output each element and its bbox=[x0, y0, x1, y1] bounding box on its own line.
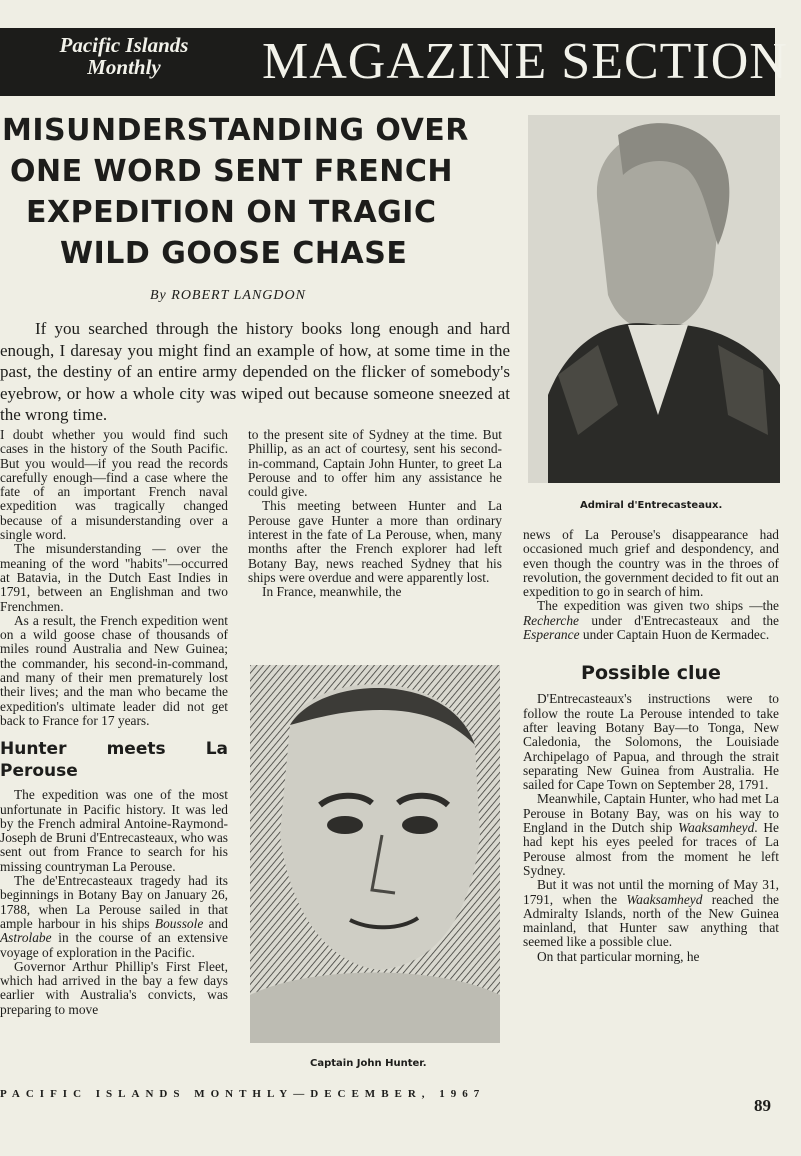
headline-line-2: ONE WORD SENT FRENCH bbox=[10, 154, 454, 189]
column-2 bbox=[248, 428, 502, 600]
headline-line-3: EXPEDITION ON TRAGIC bbox=[26, 195, 437, 230]
paragraph: to the present site of Sydney at the time. But Phillip, as an act of courtesy, sent his second-in-command, Captain John Hunter, to greet La Perouse and to offer him any assistance he could give. bbox=[248, 427, 502, 500]
paragraph: Governor Arthur Phillip's First Fleet, which had arrived in the bay a few days earlier with Australia's convicts, was preparing to move bbox=[0, 958, 228, 1017]
ship-name: Recherche bbox=[523, 612, 580, 628]
text-run: reached the Admiralty Islands, north of the New Guinea mainland, that Hunter saw anything that seemed like a possible clue. bbox=[523, 891, 779, 950]
paragraph: I doubt whether you would find such cases in the history of the South Pacific. But you would—if you read the records carefully enough—find a case where the fate of an important French naval expedition was tragically changed because of a misunderstanding over a single word. bbox=[0, 427, 228, 543]
admiral-portrait-image bbox=[528, 115, 780, 483]
publication-logo bbox=[34, 34, 214, 78]
page-number: 89 bbox=[754, 1096, 771, 1115]
text-run: under Captain Huon de Kermadec. bbox=[579, 627, 770, 643]
text-run: The de'Entrecasteaux tragedy had its beginnings in Botany Bay on January 26, 1788, when La Perouse sailed in that ample harbour in his ships bbox=[0, 873, 228, 931]
logo-line-1: Pacific Islands bbox=[59, 33, 189, 57]
intro-text: If you searched through the history books long enough and hard enough, I daresay you might find an example of how, at some time in the past, the destiny of an entire army depended on the flicker of somebody's eyebrow, or how a whole city was wiped out because someone sneezed at the wrong time. bbox=[0, 319, 510, 424]
text-run: and bbox=[203, 915, 228, 931]
page-footer: PACIFIC ISLANDS MONTHLY—DECEMBER, 1967 bbox=[0, 1088, 486, 1100]
paragraph: D'Entrecasteaux's instructions were to follow the route La Perouse intended to take after leaving Botany Bay—to Tonga, New Caledonia, the Solomons, the Louisiade Archipelago of Papua, and through the strait separating New Guinea from Australia. He sailed for Cape Town on September 28, 1791. bbox=[523, 691, 779, 793]
paragraph bbox=[523, 878, 779, 949]
headline-line-1: MISUNDERSTANDING OVER bbox=[2, 113, 469, 148]
paragraph: On that particular morning, he bbox=[537, 948, 700, 964]
hunter-portrait-drawing bbox=[250, 665, 500, 1043]
ship-name: Waaksamheyd bbox=[626, 891, 703, 907]
logo-line-2: Monthly bbox=[87, 55, 161, 79]
text-run: under d'Entrecasteaux and the bbox=[579, 612, 779, 628]
paragraph: This meeting between Hunter and La Perouse gave Hunter a more than ordinary interest in the fate of La Perouse, when, many months after the French explorer had left Botany Bay, news reached Sydney that his ships were overdue and were apparently lost. bbox=[248, 498, 502, 585]
column-1 bbox=[0, 428, 228, 1017]
hunter-portrait-image bbox=[250, 665, 500, 1043]
ship-name: Esperance bbox=[523, 627, 580, 643]
text-run: in the course of an extensive voyage of exploration in the Pacific. bbox=[0, 930, 228, 960]
hunter-caption: Captain John Hunter. bbox=[310, 1058, 427, 1069]
byline: By ROBERT LANGDON bbox=[150, 288, 306, 303]
paragraph bbox=[523, 792, 779, 878]
subheading: Possible clue bbox=[581, 662, 721, 685]
section-title: MAGAZINE SECTION bbox=[262, 33, 788, 90]
paragraph: The expedition was one of the most unfortunate in Pacific history. It was led by the French admiral Antoine-Raymond-Joseph de Bruni d'Entrecasteaux, who was sent out from France to search for his missing countryman La Perouse. bbox=[0, 787, 228, 874]
text-run: The expedition was given two ships —the bbox=[537, 598, 779, 614]
paragraph bbox=[523, 599, 779, 642]
paragraph: In France, meanwhile, the bbox=[262, 584, 402, 600]
admiral-caption: Admiral d'Entrecasteaux. bbox=[580, 500, 723, 511]
ship-name: Waaksamheyd bbox=[678, 820, 755, 836]
article-headline bbox=[2, 110, 502, 274]
text-run: Meanwhile, Captain Hunter, who had met La Perouse in Botany Bay, was on his way to England in the Dutch ship bbox=[523, 791, 779, 836]
paragraph: The misunderstanding — over the meaning of the word "habits"—occurred at Batavia, in the Dutch East Indies in 1791, between an Englishman and two Frenchmen. bbox=[0, 541, 228, 614]
subheading: Hunter meets La Perouse bbox=[0, 739, 228, 782]
paragraph bbox=[0, 874, 228, 960]
text-run: . He had kept his eyes peeled for traces of La Perouse almost from the moment he left Sydney. bbox=[523, 820, 780, 878]
admiral-portrait-drawing bbox=[528, 115, 780, 483]
paragraph: As a result, the French expedition went on a wild goose chase of thousands of miles round Australia and New Guinea; the commander, his second-in-command, and many of their men prematurely lost their lives; and the man who became the expedition's ultimate leader did not get back to France for 17 years. bbox=[0, 612, 228, 728]
ship-name: Boussole bbox=[154, 915, 204, 931]
masthead bbox=[0, 28, 788, 96]
paragraph: news of La Perouse's disappearance had occasioned much grief and despondency, and even though the country was in the throes of revolution, the government decided to fit out an expedition to go in search of him. bbox=[523, 527, 779, 600]
ship-name: Astrolabe bbox=[0, 930, 52, 946]
text-run: But it was not until the morning of May 31, 1791, when the bbox=[523, 877, 779, 907]
intro-paragraph bbox=[0, 318, 510, 426]
column-3 bbox=[523, 528, 779, 964]
headline-line-4: WILD GOOSE CHASE bbox=[60, 236, 408, 271]
